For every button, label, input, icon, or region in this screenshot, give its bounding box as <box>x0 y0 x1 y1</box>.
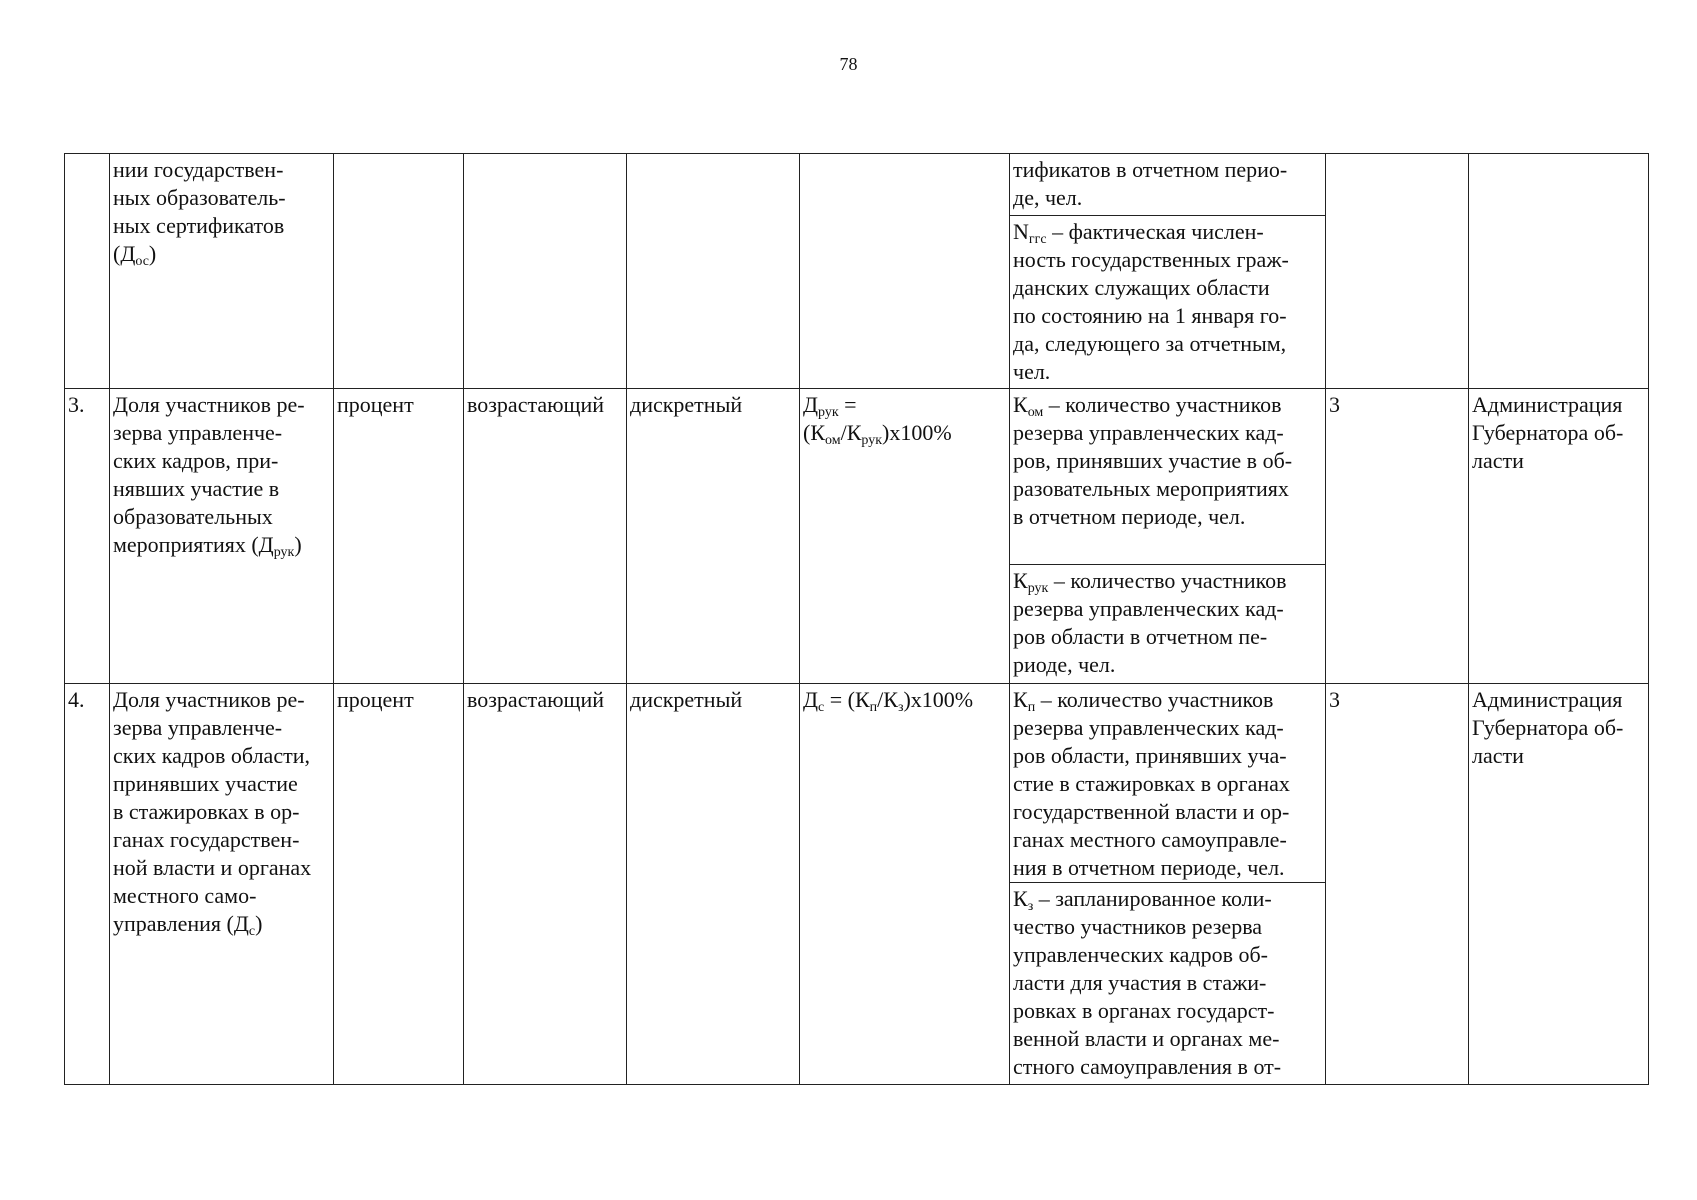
direction-cell: возрастающий <box>464 389 627 684</box>
formula-cell <box>800 154 1010 389</box>
indicator-name: Доля участников ре- зерва управленче- ских кадров, при- нявших участие в образовательных мероприятиях $(Д_{рук})$ <box>110 389 334 684</box>
responsible-cell <box>1469 154 1649 389</box>
variable-cell: $N_{ггс}$ – фактическая числен- ность государственных граж- данских служащих области по состоянию на 1 января го- да, следующего за отчетным, чел. <box>1010 216 1326 389</box>
formula-cell: $Д_с = (К_п/К_з)x100\%$ <box>800 684 1010 1085</box>
unit-cell: процент <box>334 684 464 1085</box>
indicator-name: нии государствен- ных образователь- ных сертификатов $(Д_{ос})$ <box>110 154 334 389</box>
variable-cell: тификатов в отчетном перио- де, чел. <box>1010 154 1326 216</box>
formula-cell: $Д_{рук}$ = $(К_{ом}/К_{рук})x100\%$ <box>800 389 1010 684</box>
variable-cell: $К_з$ – запланированное коли- чество участников резерва управленческих кадров об- ласти для участия в стажи- ровках в органах государст- венной власти и органах ме- стного самоуправления в от- <box>1010 883 1326 1085</box>
variable-cell: $К_п$ – количество участников резерва управленческих кад- ров области, принявших уча- стие в стажировках в органах государственной власти и ор- ганах местного самоуправле- ния в отчетном периоде, чел. <box>1010 684 1326 883</box>
row-number <box>65 154 110 389</box>
base-value-cell: 3 <box>1326 684 1469 1085</box>
page-number: 78 <box>839 54 858 74</box>
direction-cell: возрастающий <box>464 684 627 1085</box>
indicator-name: Доля участников ре- зерва управленче- ских кадров области, принявших участие в стажировках в ор- ганах государствен- ной власти и органах местного само- управления $(Д_с)$ <box>110 684 334 1085</box>
unit-cell: процент <box>334 389 464 684</box>
unit-cell <box>334 154 464 389</box>
responsible-cell: Администрация Губернатора об- ласти <box>1469 389 1649 684</box>
type-cell: дискретный <box>627 684 800 1085</box>
variable-cell: $К_{ом}$ – количество участников резерва управленческих кад- ров, принявших участие в об- разовательных мероприятиях в отчетном периоде, чел. <box>1010 389 1326 565</box>
type-cell: дискретный <box>627 389 800 684</box>
indicator-table <box>64 153 1649 1085</box>
direction-cell <box>464 154 627 389</box>
base-value-cell <box>1326 154 1469 389</box>
type-cell <box>627 154 800 389</box>
variable-cell: $К_{рук}$ – количество участников резерва управленческих кад- ров области в отчетном пе- риоде, чел. <box>1010 565 1326 684</box>
responsible-cell: Администрация Губернатора об- ласти <box>1469 684 1649 1085</box>
base-value-cell: 3 <box>1326 389 1469 684</box>
row-number: 3. <box>65 389 110 684</box>
row-number: 4. <box>65 684 110 1085</box>
